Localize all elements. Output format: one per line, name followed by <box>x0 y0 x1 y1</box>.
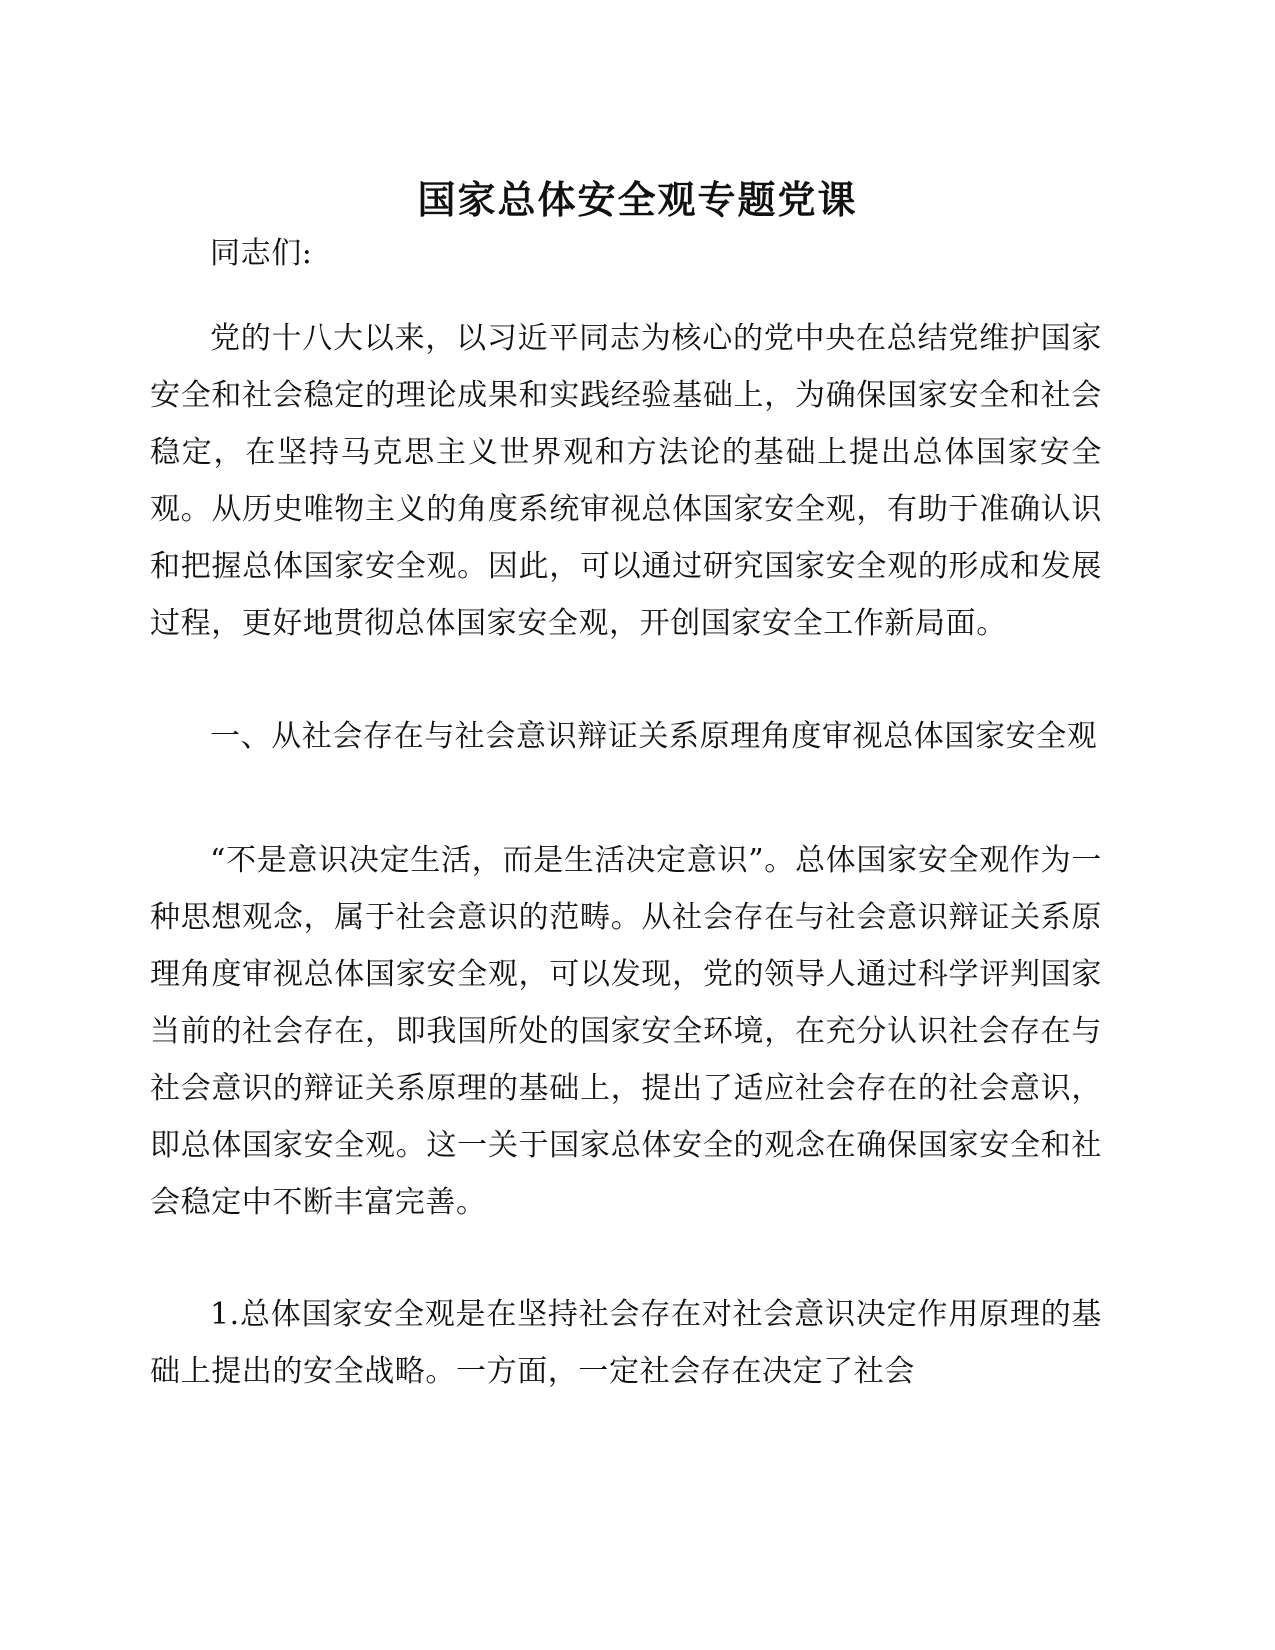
paragraph-intro: 党的十八大以来，以习近平同志为核心的党中央在总结党维护国家安全和社会稳定的理论成果和实践经验基础上，为确保国家安全和社会稳定，在坚持马克思主义世界观和方法论的基础上提出总体国家安全观。从历史唯物主义的角度系统审视总体国家安全观，有助于准确认识和把握总体国家安全观。因此，可以通过研究国家安全观的形成和发展过程，更好地贯彻总体国家安全观，开创国家安全工作新局面。 <box>150 321 1102 641</box>
document-title: 国家总体安全观专题党课 <box>417 178 858 222</box>
paragraph-section-1: “不是意识决定生活，而是生活决定意识”。总体国家安全观作为一种思想观念，属于社会意识的范畴。从社会存在与社会意识辩证关系原理角度审视总体国家安全观，可以发现，党的领导人通过科学评判国家当前的社会存在，即我国所处的国家安全环境，在充分认识社会存在与社会意识的辩证关系原理的基础上，提出了适应社会存在的社会意识，即总体国家安全观。这一关于国家总体安全的观念在确保国家安全和社会稳定中不断丰富完善。 <box>150 843 1102 1220</box>
paragraph-point-1: 1.总体国家安全观是在坚持社会存在对社会意识决定作用原理的基础上提出的安全战略。一方面，一定社会存在决定了社会 <box>150 1297 1102 1389</box>
section-heading-1: 一、从社会存在与社会意识辩证关系原理角度审视总体国家安全观 <box>210 719 1098 754</box>
salutation: 同志们: <box>210 236 313 271</box>
